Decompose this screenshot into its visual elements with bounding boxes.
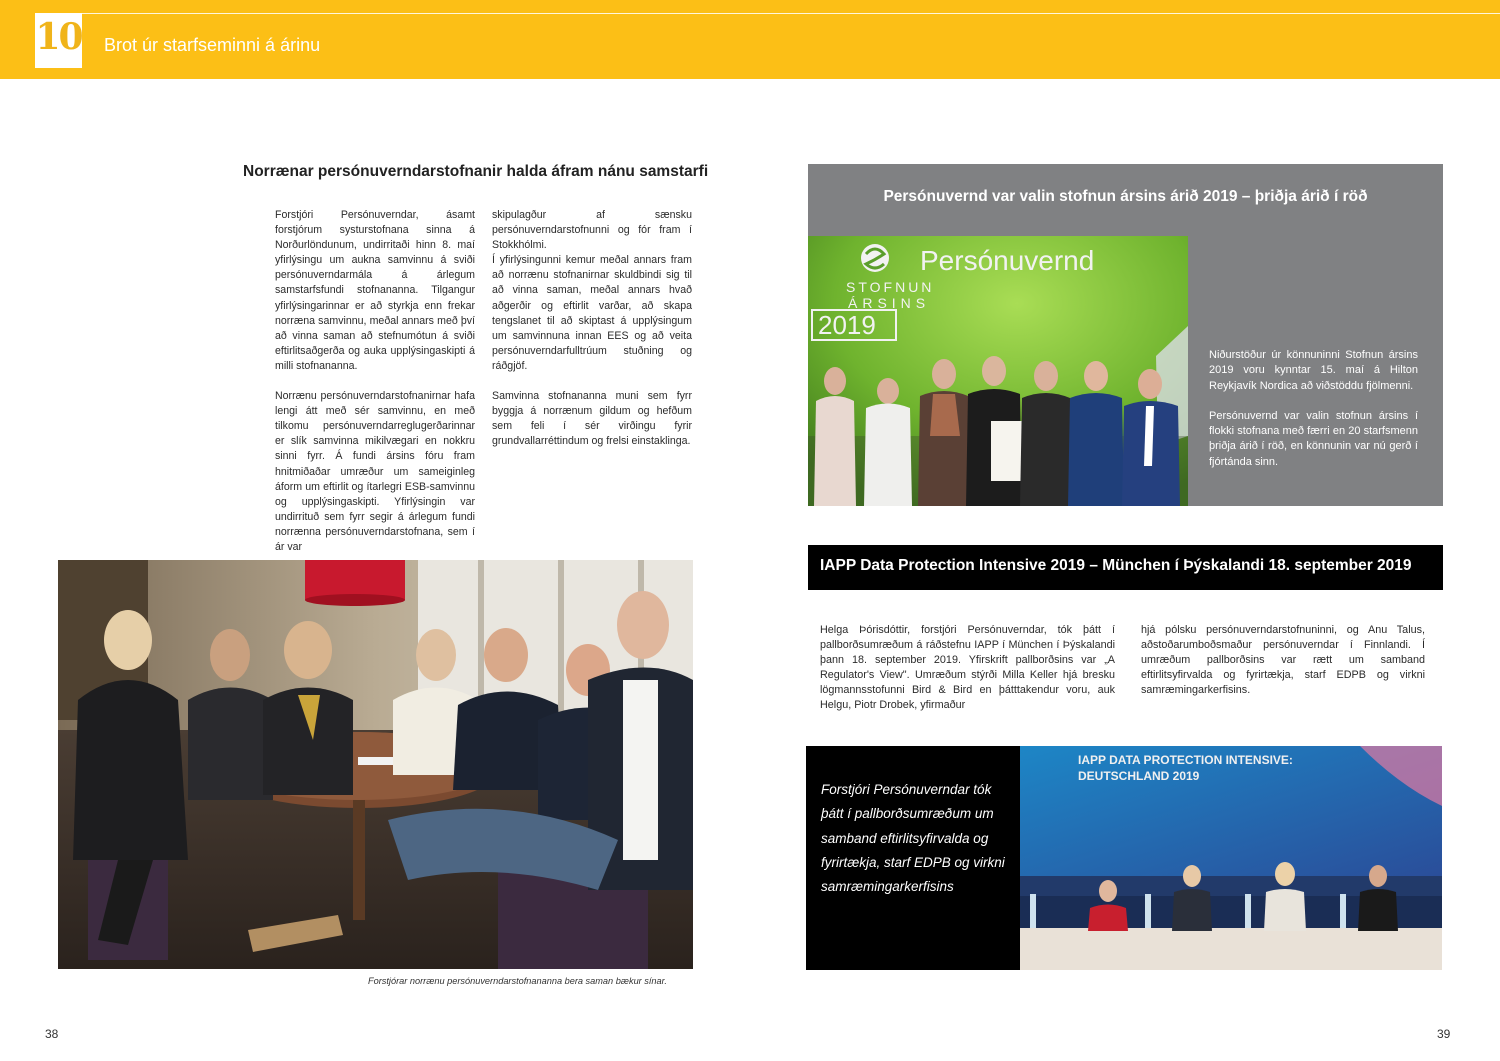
article-column-2	[492, 208, 692, 449]
article-title: Norrænar persónuverndarstofnanir halda áfram nánu samstarfi	[243, 163, 709, 180]
article-paragraph: Norrænu persónuverndarstofnanirnar hafa lengi átt með sér samvinnu, en með tilkomu persónuverndarreglugerðarinnar er slík samvinna mikilvægari en nokkru sinni fyrr. Á fundi ársins fóru fram hnitmiðaðar umræður um sameiginleg áform um eftirlit og ítarlegri ESB-samvinnu og upplýsingaskipti. Yfirlýsingin var undirrituð sem fyrr segir á árlegum fundi norrænna persónuverndarstofnana, sem í ár var	[275, 390, 475, 553]
article-paragraph: Forstjóri Persónuverndar, ásamt forstjórum systurstofnana sinna á Norðurlöndunum, undirritaði hinn 8. maí yfirlýsingu um aukna samvinnu á sviði persónuverndarmála á árlegum samstarfsfundi stofnananna. Tilgangur yfirlýsingarinnar er að styrkja enn frekar norræna samvinnu, meðal annars með því að vinna saman að stefnumótun á sviði eftirlitsaðgerða og auka upplýsingaskipti á milli stofnananna.	[275, 209, 475, 372]
article-paragraph: skipulagður af sænsku persónuverndarstofnunni og fór fram í Stokkhólmi.	[492, 209, 692, 252]
award-logo-line1: STOFNUN	[846, 279, 935, 295]
conference-screen-line1: IAPP DATA PROTECTION INTENSIVE:	[1078, 753, 1293, 767]
chapter-number: 10	[35, 16, 82, 58]
iapp-paragraph: hjá pólsku persónuverndarstofnuninni, og Anu Talus, aðstoðarumboðsmaður persónuverndar í Finnlandi. Í umræðum pallborðsins var rætt um samband eftirlitsyfirvalda og fyrirtækja, starf EDPB og virkni samræmingarkerfisins.	[1141, 624, 1425, 697]
conference-photo	[1020, 746, 1442, 970]
page-number-right: 39	[1437, 1027, 1451, 1041]
iapp-title: IAPP Data Protection Intensive 2019 – München í Þýskalandi 18. september 2019	[820, 557, 1412, 574]
award-logo-year: 2019	[818, 310, 876, 340]
pull-quote: Forstjóri Persónuverndar tók þátt í pallborðsumræðum um samband eftirlitsyfirvalda og fyrirtækja, starf EDPB og virkni samræmingarkerfisins	[821, 782, 1005, 895]
article-paragraph: Samvinna stofnananna muni sem fyrr byggja á norrænum gildum og hefðum sem feli í sér virðingu fyrir grundvallarréttindum og frelsi einstaklinga.	[492, 390, 692, 448]
award-title: Persónuvernd var valin stofnun ársins árið 2019 – þriðja árið í röð	[883, 188, 1368, 205]
iapp-column-2	[1141, 623, 1425, 698]
meeting-photo	[58, 560, 693, 969]
award-paragraph: Persónuvernd var valin stofnun ársins í flokki stofnana með færri en 20 starfsmenn þriðja árið í röð, en könnunin var nú gerð í fjórtánda sinn.	[1209, 409, 1418, 468]
article-paragraph: Í yfirlýsingunni kemur meðal annars fram að norrænu stofnanirnar skuldbindi sig til að vinna saman, meðal annars hvað aðgerðir og eftirlit varðar, að skapa tengslanet til að skiptast á upplýsingum um samvinnuna innan EES og að veita persónuverndarfulltrúum stuðning og ráðgjöf.	[492, 254, 692, 372]
award-paragraph: Niðurstöður úr könnuninni Stofnun ársins 2019 voru kynntar 15. maí á Hilton Reykjavík Nordica að viðstöddu fjölmenni.	[1209, 349, 1418, 392]
iapp-column-1	[820, 623, 1115, 714]
conference-screen-line2: DEUTSCHLAND 2019	[1078, 769, 1200, 783]
page-number-left: 38	[45, 1027, 59, 1041]
photo-caption: Forstjórar norrænu persónuverndarstofnananna bera saman bækur sínar.	[368, 976, 667, 986]
award-photo	[808, 236, 1188, 506]
award-screen-name: Persónuvernd	[920, 245, 1095, 276]
award-text	[1209, 348, 1418, 470]
article-column-1	[275, 208, 475, 555]
award-logo-line2: ÁRSINS	[848, 295, 931, 311]
section-title: Brot úr starfseminni á árinu	[104, 35, 321, 55]
header-rule	[82, 13, 1500, 14]
iapp-paragraph: Helga Þórisdóttir, forstjóri Persónuverndar, tók þátt í pallborðsumræðum á ráðstefnu IAPP í München í Þýskalandi þann 18. september 2019. Yfirskrift pallborðsins var „A Regulator's View". Umræðum stýrði Milla Keller hjá bresku lögmannsstofunni Bird & Bird en þátttakendur voru, auk Helgu, Piotr Drobek, yfirmaður	[820, 624, 1115, 712]
